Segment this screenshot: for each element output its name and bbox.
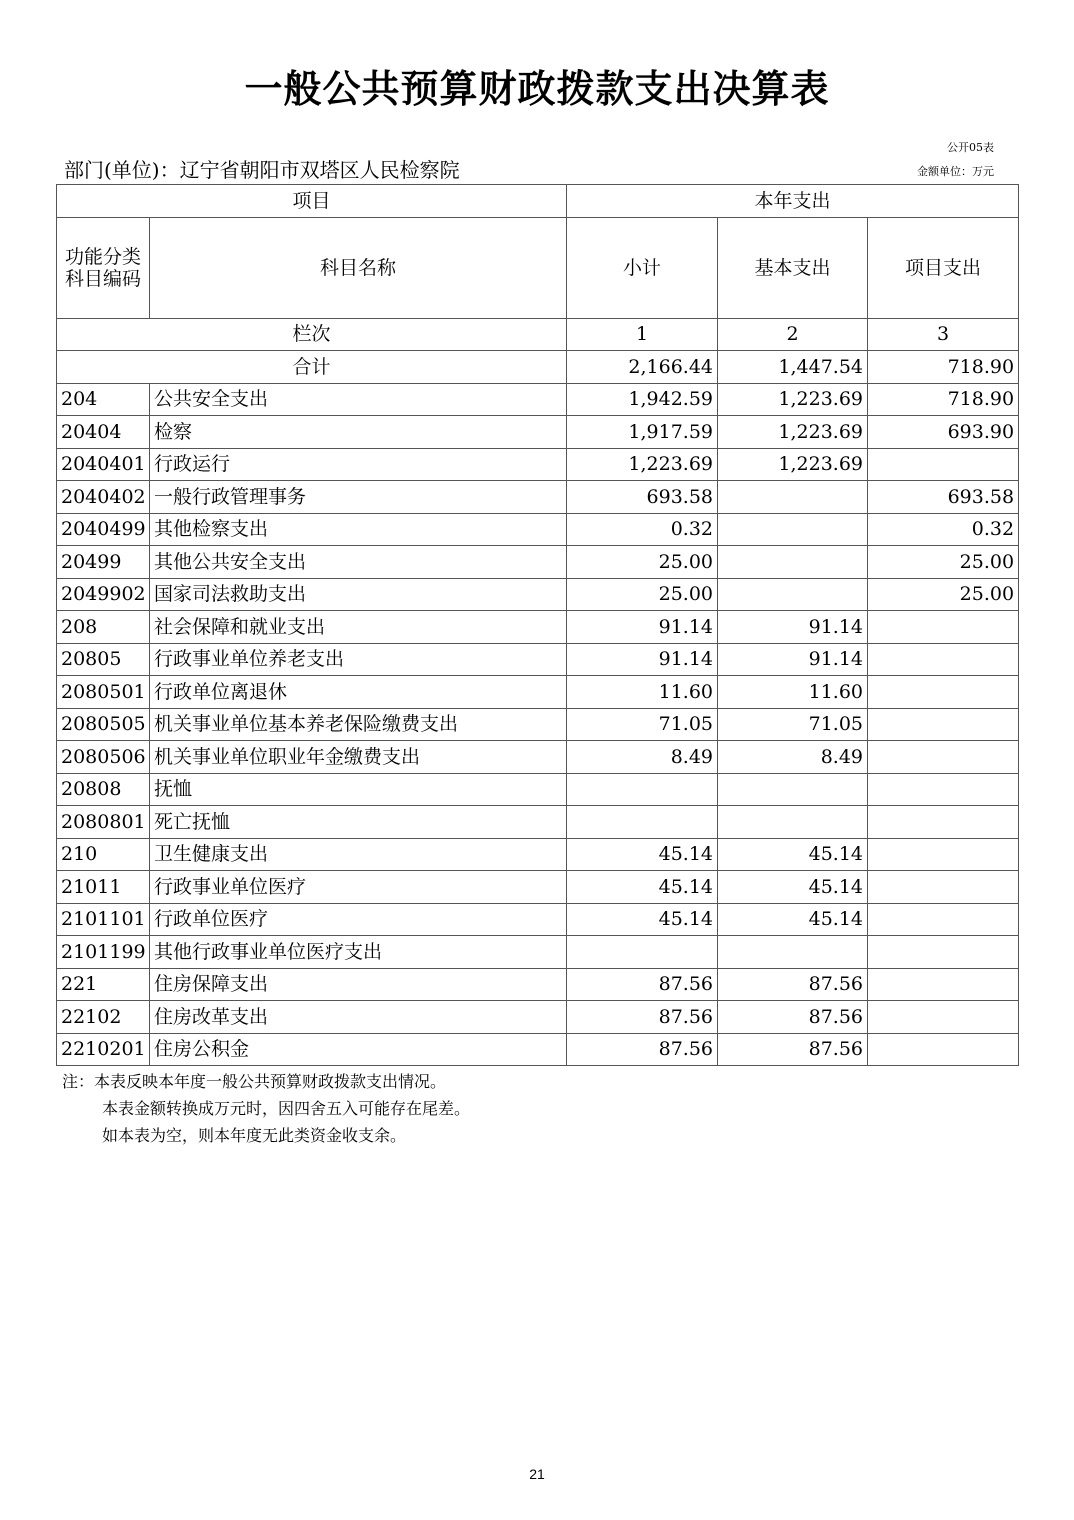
header-basic: 基本支出	[718, 217, 868, 318]
row-code: 20404	[57, 416, 150, 449]
row-code: 22102	[57, 1001, 150, 1034]
row-name: 机关事业单位职业年金缴费支出	[150, 741, 567, 774]
row-name: 社会保障和就业支出	[150, 611, 567, 644]
expenditure-table	[56, 184, 1019, 1066]
row-code: 2080506	[57, 741, 150, 774]
row-basic: 45.14	[718, 838, 868, 871]
row-subtotal: 11.60	[567, 676, 718, 709]
header-current-year-expense: 本年支出	[567, 185, 1019, 218]
row-program	[868, 448, 1019, 481]
row-subtotal: 25.00	[567, 546, 718, 579]
row-program	[868, 1001, 1019, 1034]
row-program	[868, 936, 1019, 969]
table-row	[57, 578, 1019, 611]
table-row	[57, 643, 1019, 676]
row-program	[868, 1033, 1019, 1066]
row-code: 2040499	[57, 513, 150, 546]
row-subtotal: 87.56	[567, 1001, 718, 1034]
row-name: 住房改革支出	[150, 1001, 567, 1034]
row-program: 25.00	[868, 578, 1019, 611]
row-basic: 1,223.69	[718, 448, 868, 481]
row-program: 693.90	[868, 416, 1019, 449]
total-program: 718.90	[868, 351, 1019, 384]
row-code: 210	[57, 838, 150, 871]
table-row	[57, 1001, 1019, 1034]
table-row	[57, 383, 1019, 416]
table-row	[57, 871, 1019, 904]
row-program	[868, 643, 1019, 676]
row-basic: 91.14	[718, 611, 868, 644]
row-subtotal: 693.58	[567, 481, 718, 514]
row-code: 2080501	[57, 676, 150, 709]
row-basic: 1,223.69	[718, 416, 868, 449]
row-subtotal	[567, 936, 718, 969]
row-code: 208	[57, 611, 150, 644]
row-program	[868, 611, 1019, 644]
row-name: 住房保障支出	[150, 968, 567, 1001]
row-code: 20808	[57, 773, 150, 806]
row-program	[868, 806, 1019, 839]
note-line: 本表金额转换成万元时，因四舍五入可能存在尾差。	[102, 1099, 471, 1118]
row-program	[868, 708, 1019, 741]
row-program: 0.32	[868, 513, 1019, 546]
row-basic: 45.14	[718, 903, 868, 936]
header-subtotal: 小计	[567, 217, 718, 318]
total-basic: 1,447.54	[718, 351, 868, 384]
row-basic: 87.56	[718, 1033, 868, 1066]
page-number: 21	[529, 1466, 545, 1482]
row-name: 住房公积金	[150, 1033, 567, 1066]
row-name: 公共安全支出	[150, 383, 567, 416]
row-subtotal	[567, 806, 718, 839]
table-row	[57, 1033, 1019, 1066]
row-subtotal: 1,917.59	[567, 416, 718, 449]
row-name: 行政单位离退休	[150, 676, 567, 709]
row-basic: 87.56	[718, 1001, 868, 1034]
row-basic: 1,223.69	[718, 383, 868, 416]
row-name: 检察	[150, 416, 567, 449]
header-row-1	[57, 185, 1019, 218]
row-name: 其他公共安全支出	[150, 546, 567, 579]
row-basic	[718, 513, 868, 546]
row-code: 2040401	[57, 448, 150, 481]
note-line: 如本表为空，则本年度无此类资金收支余。	[102, 1126, 407, 1145]
row-code: 2101199	[57, 936, 150, 969]
row-basic: 8.49	[718, 741, 868, 774]
row-program	[868, 773, 1019, 806]
row-basic: 45.14	[718, 871, 868, 904]
row-program	[868, 838, 1019, 871]
total-row	[57, 351, 1019, 384]
row-name: 其他行政事业单位医疗支出	[150, 936, 567, 969]
row-subtotal: 0.32	[567, 513, 718, 546]
total-label: 合计	[57, 351, 567, 384]
row-program	[868, 741, 1019, 774]
row-code: 2210201	[57, 1033, 150, 1066]
row-name: 国家司法救助支出	[150, 578, 567, 611]
row-basic	[718, 546, 868, 579]
row-subtotal: 1,223.69	[567, 448, 718, 481]
department-label: 部门(单位)：辽宁省朝阳市双塔区人民检察院	[64, 158, 460, 182]
row-basic: 71.05	[718, 708, 868, 741]
column-number-row	[57, 318, 1019, 351]
row-name: 机关事业单位基本养老保险缴费支出	[150, 708, 567, 741]
row-code: 204	[57, 383, 150, 416]
row-program	[868, 871, 1019, 904]
table-row	[57, 676, 1019, 709]
page-title: 一般公共预算财政拨款支出决算表	[244, 67, 830, 111]
row-basic	[718, 481, 868, 514]
table-row	[57, 903, 1019, 936]
row-code: 2080801	[57, 806, 150, 839]
header-name: 科目名称	[150, 217, 567, 318]
table-row	[57, 708, 1019, 741]
header-project: 项目	[57, 185, 567, 218]
row-subtotal: 45.14	[567, 838, 718, 871]
table-row	[57, 448, 1019, 481]
table-row	[57, 838, 1019, 871]
row-name: 卫生健康支出	[150, 838, 567, 871]
column-number-3: 3	[868, 318, 1019, 351]
row-basic	[718, 936, 868, 969]
table-row	[57, 513, 1019, 546]
form-code: 公开05表	[947, 141, 994, 154]
row-basic: 11.60	[718, 676, 868, 709]
row-name: 死亡抚恤	[150, 806, 567, 839]
row-name: 行政事业单位医疗	[150, 871, 567, 904]
row-basic: 87.56	[718, 968, 868, 1001]
row-basic	[718, 773, 868, 806]
table-row	[57, 968, 1019, 1001]
row-program	[868, 968, 1019, 1001]
row-subtotal: 87.56	[567, 968, 718, 1001]
table-row	[57, 741, 1019, 774]
row-program	[868, 676, 1019, 709]
note-line: 注：本表反映本年度一般公共预算财政拨款支出情况。	[62, 1072, 447, 1091]
row-program	[868, 903, 1019, 936]
header-code: 功能分类科目编码	[57, 217, 150, 318]
row-name: 抚恤	[150, 773, 567, 806]
row-subtotal: 25.00	[567, 578, 718, 611]
row-subtotal: 91.14	[567, 643, 718, 676]
table-row	[57, 546, 1019, 579]
row-basic	[718, 578, 868, 611]
row-code: 20499	[57, 546, 150, 579]
row-name: 其他检察支出	[150, 513, 567, 546]
row-code: 2101101	[57, 903, 150, 936]
row-name: 一般行政管理事务	[150, 481, 567, 514]
row-name: 行政单位医疗	[150, 903, 567, 936]
row-basic: 91.14	[718, 643, 868, 676]
row-subtotal: 45.14	[567, 871, 718, 904]
row-program: 25.00	[868, 546, 1019, 579]
row-subtotal	[567, 773, 718, 806]
table-row	[57, 611, 1019, 644]
row-code: 2049902	[57, 578, 150, 611]
notes	[62, 1068, 470, 1149]
row-code: 21011	[57, 871, 150, 904]
row-code: 221	[57, 968, 150, 1001]
row-subtotal: 91.14	[567, 611, 718, 644]
row-name: 行政事业单位养老支出	[150, 643, 567, 676]
row-subtotal: 45.14	[567, 903, 718, 936]
row-code: 20805	[57, 643, 150, 676]
row-program: 693.58	[868, 481, 1019, 514]
row-name: 行政运行	[150, 448, 567, 481]
row-code: 2080505	[57, 708, 150, 741]
row-code: 2040402	[57, 481, 150, 514]
row-program: 718.90	[868, 383, 1019, 416]
column-number-2: 2	[718, 318, 868, 351]
column-number-label: 栏次	[57, 318, 567, 351]
table-row	[57, 416, 1019, 449]
table-row	[57, 936, 1019, 969]
table-row	[57, 773, 1019, 806]
table-row	[57, 481, 1019, 514]
row-subtotal: 8.49	[567, 741, 718, 774]
row-subtotal: 71.05	[567, 708, 718, 741]
row-subtotal: 1,942.59	[567, 383, 718, 416]
row-subtotal: 87.56	[567, 1033, 718, 1066]
total-subtotal: 2,166.44	[567, 351, 718, 384]
header-row-2	[57, 217, 1019, 318]
row-basic	[718, 806, 868, 839]
column-number-1: 1	[567, 318, 718, 351]
header-program: 项目支出	[868, 217, 1019, 318]
amount-unit: 金额单位：万元	[917, 165, 994, 178]
table-row	[57, 806, 1019, 839]
